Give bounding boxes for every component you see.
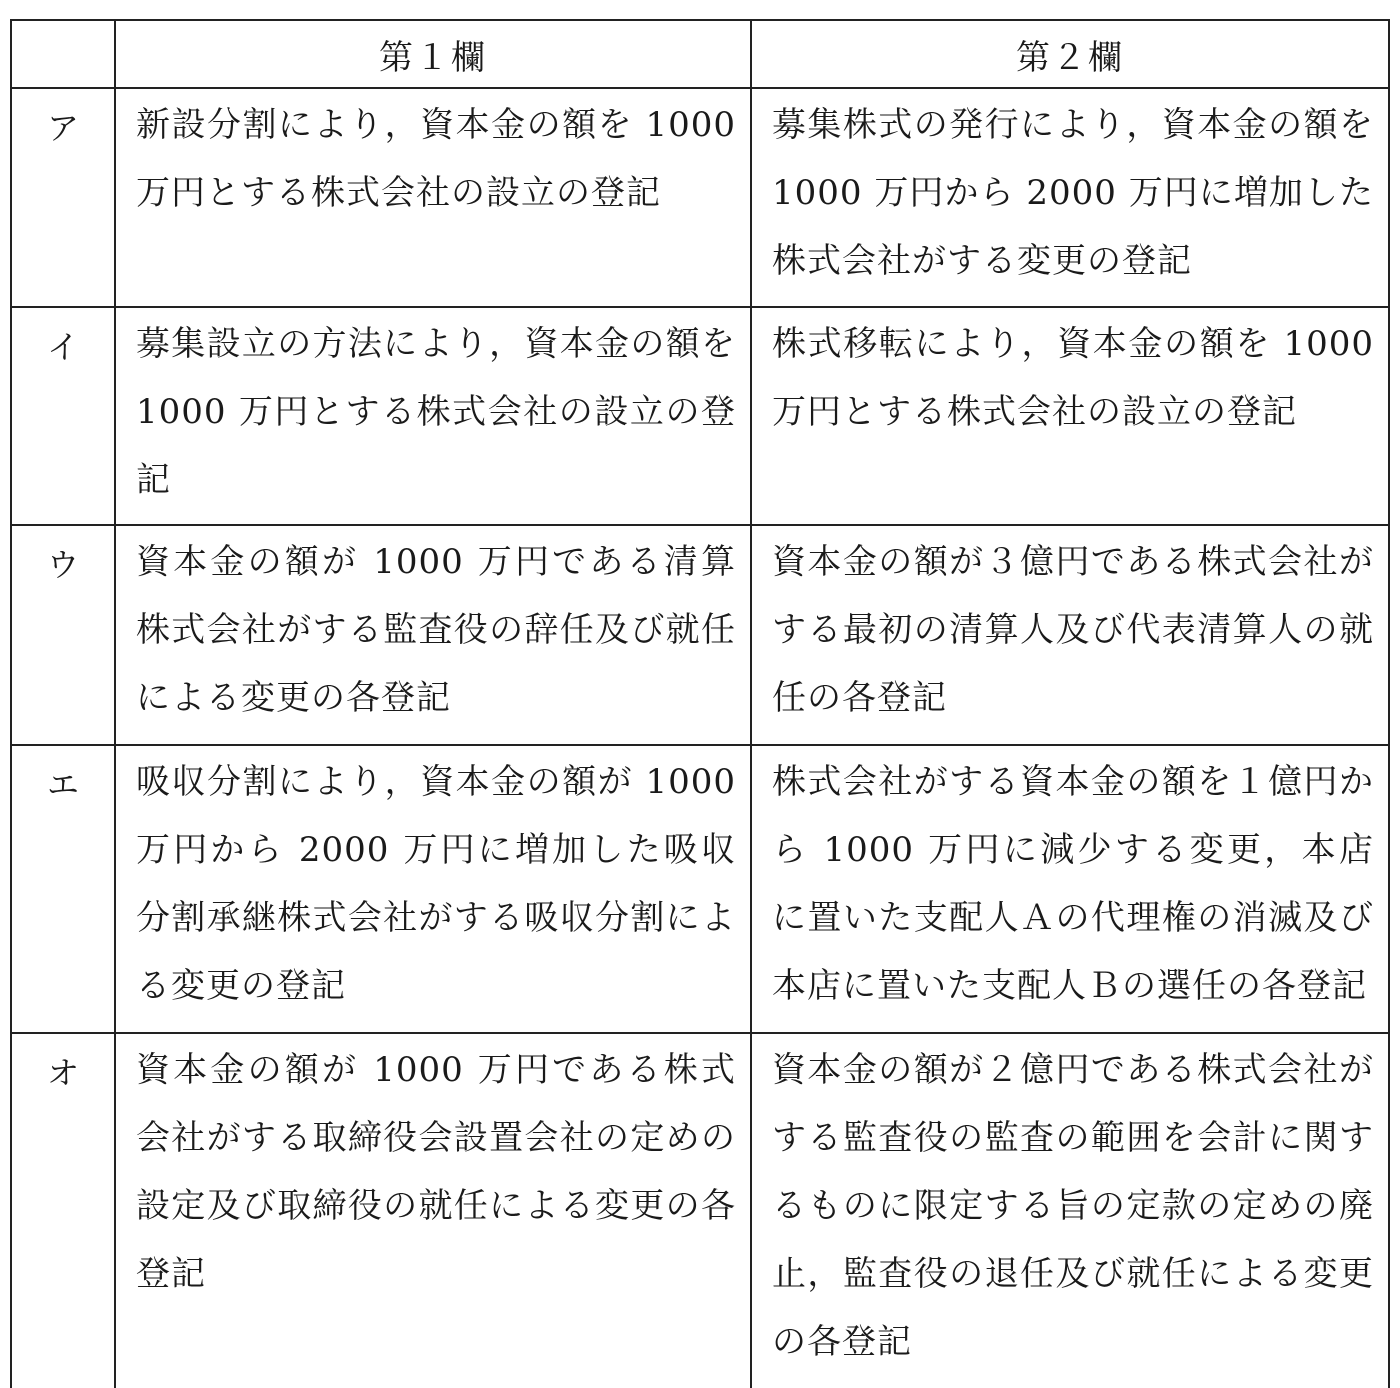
cell-text: 資本金の額が３億円である株式会社がする最初の清算人及び代表清算人の就任の各登記 [772,542,1374,718]
table-row [11,525,1389,745]
column-1-cell [115,307,751,525]
cell-text: 募集設立の方法により，資本金の額を 1000 万円とする株式会社の設立の登記 [136,324,736,500]
cell-text: 資本金の額が 1000 万円である清算株式会社がする監査役の辞任及び就任による変更の各登記 [136,542,736,718]
cell-text: 株式移転により，資本金の額を 1000 万円とする株式会社の設立の登記 [772,324,1374,432]
row-label: エ [11,745,115,1033]
cell-text: 資本金の額が２億円である株式会社がする監査役の監査の範囲を会計に関するものに限定する旨の定款の定めの廃止，監査役の退任及び就任による変更の各登記 [772,1050,1374,1362]
table-row [11,307,1389,525]
column-2-cell [751,1033,1389,1388]
column-1-cell [115,525,751,745]
column-2-cell [751,307,1389,525]
column-2-cell [751,745,1389,1033]
row-label: ウ [11,525,115,745]
table-row [11,745,1389,1033]
cell-text: 資本金の額が 1000 万円である株式会社がする取締役会設置会社の定めの設定及び取締役の就任による変更の各登記 [136,1050,736,1294]
row-label: ア [11,88,115,307]
column-1-cell [115,745,751,1033]
cell-text: 新設分割により，資本金の額を 1000 万円とする株式会社の設立の登記 [136,105,736,213]
row-label: オ [11,1033,115,1388]
column-1-cell [115,1033,751,1388]
comparison-table [10,19,1390,1388]
cell-text: 株式会社がする資本金の額を１億円から 1000 万円に減少する変更，本店に置いた支配人Ａの代理権の消滅及び本店に置いた支配人Ｂの選任の各登記 [772,762,1374,1006]
header-row [11,20,1389,88]
table-row [11,1033,1389,1388]
column-2-cell [751,525,1389,745]
cell-text: 募集株式の発行により，資本金の額を 1000 万円から 2000 万円に増加した株式会社がする変更の登記 [772,105,1374,281]
column-1-cell [115,88,751,307]
row-label: イ [11,307,115,525]
header-column-2: 第２欄 [751,20,1389,88]
column-2-cell [751,88,1389,307]
cell-text: 吸収分割により，資本金の額が 1000 万円から 2000 万円に増加した吸収分割承継株式会社がする吸収分割による変更の登記 [136,762,736,1006]
header-blank-cell [11,20,115,88]
header-column-1: 第１欄 [115,20,751,88]
table-row [11,88,1389,307]
